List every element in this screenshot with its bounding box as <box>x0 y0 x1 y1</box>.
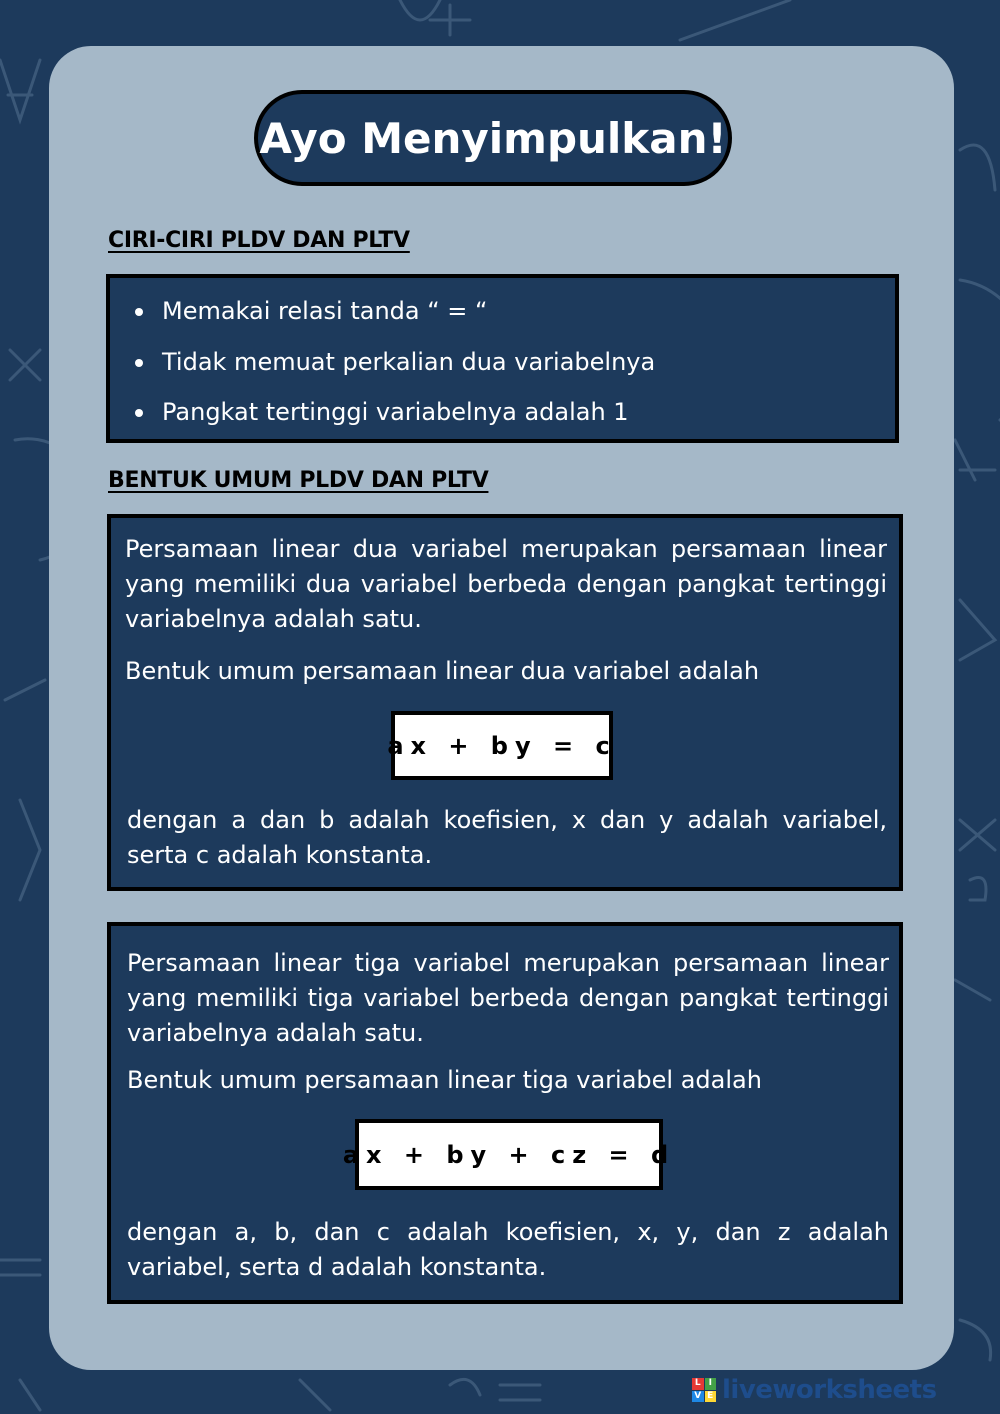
pltv-intro: Bentuk umum persamaan linear tiga variabel adalah <box>127 1066 762 1094</box>
pldv-definition: Persamaan linear dua variabel merupakan persamaan linear yang memiliki dua variabel berbeda dengan pangkat tertinggi variabelnya adalah satu. <box>125 535 887 633</box>
section-heading-bentuk: BENTUK UMUM PLDV DAN PLTV <box>108 468 489 493</box>
liveworksheets-logo <box>692 1376 937 1404</box>
pldv-explanation: dengan a dan b adalah koefisien, x dan y adalah variabel, serta c adalah konstanta. <box>127 806 887 869</box>
pltv-box <box>107 922 903 1304</box>
pldv-formula: ax + by = c <box>391 711 613 780</box>
logo-text: liveworksheets <box>722 1375 937 1405</box>
pltv-formula: ax + by + cz = d <box>355 1119 663 1190</box>
pltv-definition: Persamaan linear tiga variabel merupakan persamaan linear yang memiliki tiga variabel berbeda dengan pangkat tertinggi variabelnya adalah satu. <box>127 949 889 1047</box>
list-item: Pangkat tertinggi variabelnya adalah 1 <box>110 387 895 438</box>
ciri-list <box>110 286 895 438</box>
list-item: Tidak memuat perkalian dua variabelnya <box>110 337 895 388</box>
list-item: Memakai relasi tanda “ = “ <box>110 286 895 337</box>
pltv-explanation: dengan a, b, dan c adalah koefisien, x, y, dan z adalah variabel, serta d adalah konstanta. <box>127 1218 889 1281</box>
pldv-intro: Bentuk umum persamaan linear dua variabel adalah <box>125 657 760 685</box>
pldv-box <box>107 514 903 891</box>
ciri-box <box>106 274 899 443</box>
live-logo-icon: L I V E <box>692 1378 716 1402</box>
page-title: Ayo Menyimpulkan! <box>254 90 732 186</box>
section-heading-ciri: CIRI-CIRI PLDV DAN PLTV <box>108 228 410 253</box>
